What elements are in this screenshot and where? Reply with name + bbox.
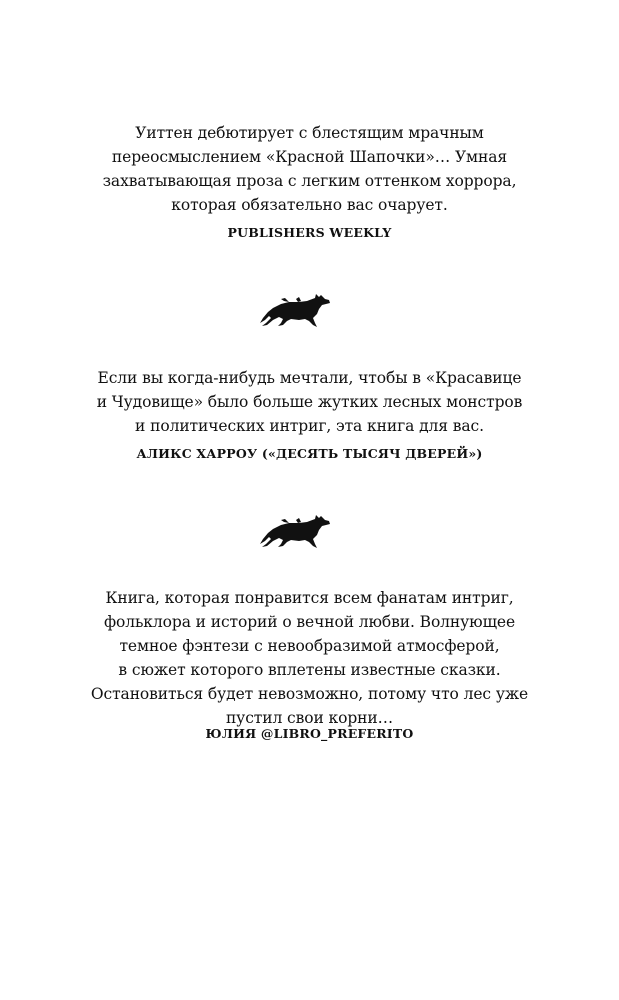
quote-line: и политических интриг, эта книга для вас.: [135, 417, 484, 435]
blurb-quote-3: [60, 586, 559, 730]
wolf-icon: [259, 290, 331, 330]
quote-line: которая обязательно вас очарует.: [171, 196, 448, 214]
blurb-source-1: PUBLISHERS WEEKLY: [227, 225, 392, 240]
quote-line: и Чудовище» было больше жутких лесных монстров: [96, 393, 523, 411]
quote-line: Уиттен дебютирует с блестящим мрачным: [135, 124, 484, 142]
quote-line: Книга, которая понравится всем фанатам интриг,: [105, 589, 514, 607]
blurb-source-3: ЮЛИЯ @LIBRO_PREFERITO: [205, 726, 414, 741]
wolf-icon: [259, 511, 331, 551]
quote-line: Остановиться будет невозможно, потому что лес уже: [90, 685, 529, 703]
quote-line: фольклора и историй о вечной любви. Волнующее: [103, 613, 516, 631]
blurb-quote-1: [60, 121, 559, 217]
quote-line: Если вы когда-нибудь мечтали, чтобы в «Красавице: [97, 369, 522, 387]
quote-line: пустил свои корни…: [225, 709, 394, 727]
blurb-quote-2: [60, 366, 559, 438]
blurb-source-2: АЛИКС ХАРРОУ («ДЕСЯТЬ ТЫСЯЧ ДВЕРЕЙ»): [136, 446, 483, 461]
quote-line: в сюжет которого вплетены известные сказки.: [118, 661, 501, 679]
quote-line: захватывающая проза с легким оттенком хоррора,: [102, 172, 517, 190]
quote-line: переосмыслением «Красной Шапочки»… Умная: [111, 148, 508, 166]
quote-line: темное фэнтези с невообразимой атмосферой,: [119, 637, 500, 655]
